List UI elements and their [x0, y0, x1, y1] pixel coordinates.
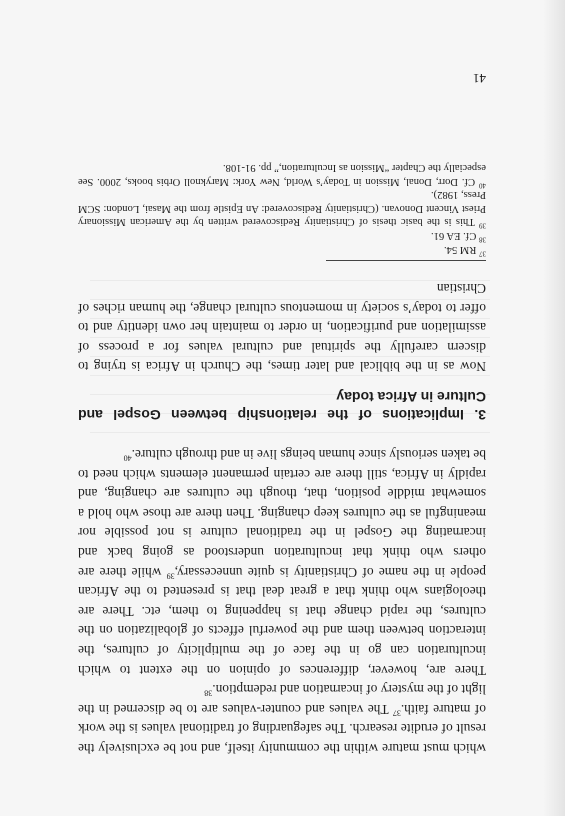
- section-heading: 3. Implications of the relationship between Gospel and Culture in Africa today: [78, 389, 486, 424]
- footnotes: [77, 160, 486, 258]
- footnote-rule: [326, 260, 486, 261]
- paragraph-1: which must mature within the community itself, and not be exclusively the result of erudite research. The safeguarding of traditional values is the work of mature faith.$^{37}$ The values and counter-values are to be discerned in the light of the mystery of incarnation and redemption.$^{38}$: [78, 682, 486, 756]
- paragraph-3: Now as in the biblical and later times, the Church in Africa is trying to discern carefully the spiritual and cultural values for a process of assimilation and purification, in order to maintain her own identity and to offer to today’s society in momentous cultural change, the human riches of Christian: [78, 281, 486, 375]
- footnote-ref-37: 37: [392, 708, 401, 718]
- page-gutter-shadow: [543, 0, 565, 816]
- footnote-ref-38: 38: [204, 688, 213, 698]
- footnote-37: $^{37}$ RM 54.: [443, 243, 486, 258]
- footnote-39: $^{39}$ This is the basic thesis of Christianity Rediscovered written by the American Missionary Priest Vincent Donovan. (Christianity Rediscovered: An Epistle from the Masai, London: SCM Press, 1982).: [77, 189, 486, 230]
- main-text: [78, 160, 486, 758]
- footnote-ref-39: 39: [166, 571, 175, 581]
- footnote-ref-40: 40: [123, 453, 132, 463]
- footnote-38: $^{38}$ Cf. EA 61.: [431, 229, 486, 244]
- page-number: 41: [473, 71, 486, 86]
- upside-down-content: [78, 58, 486, 758]
- footnote-40: $^{40}$ Cf. Dorr, Donal, Mission in Today’s World, New York: Maryknoll Orbis books, 2000. See especially the Chapter “Mission as Inculturation,” pp. 91-108.: [77, 161, 486, 190]
- paragraph-2: There are, however, differences of opinion on the extent to which inculturation can go in the face of the multiplicity of cultures, the interaction between them and the powerful effects of globalization on the cultures, the rapid change that is happening to them, etc. There are theologians who think that a great deal that is presented to the African people in the name of Christianity is quite unnecessary,$^{39}$ while there are others who think that inculturation understood as going back and incarnating the Gospel in the traditional culture is not possible nor meaningful as the cultures keep changing. Then there are those who hold a somewhat middle position, that, though the cultures are changing, and rapidly in Africa, still there are certain permanent elements which need to be taken seriously since human beings live in and through culture.$^{40}$: [78, 447, 486, 678]
